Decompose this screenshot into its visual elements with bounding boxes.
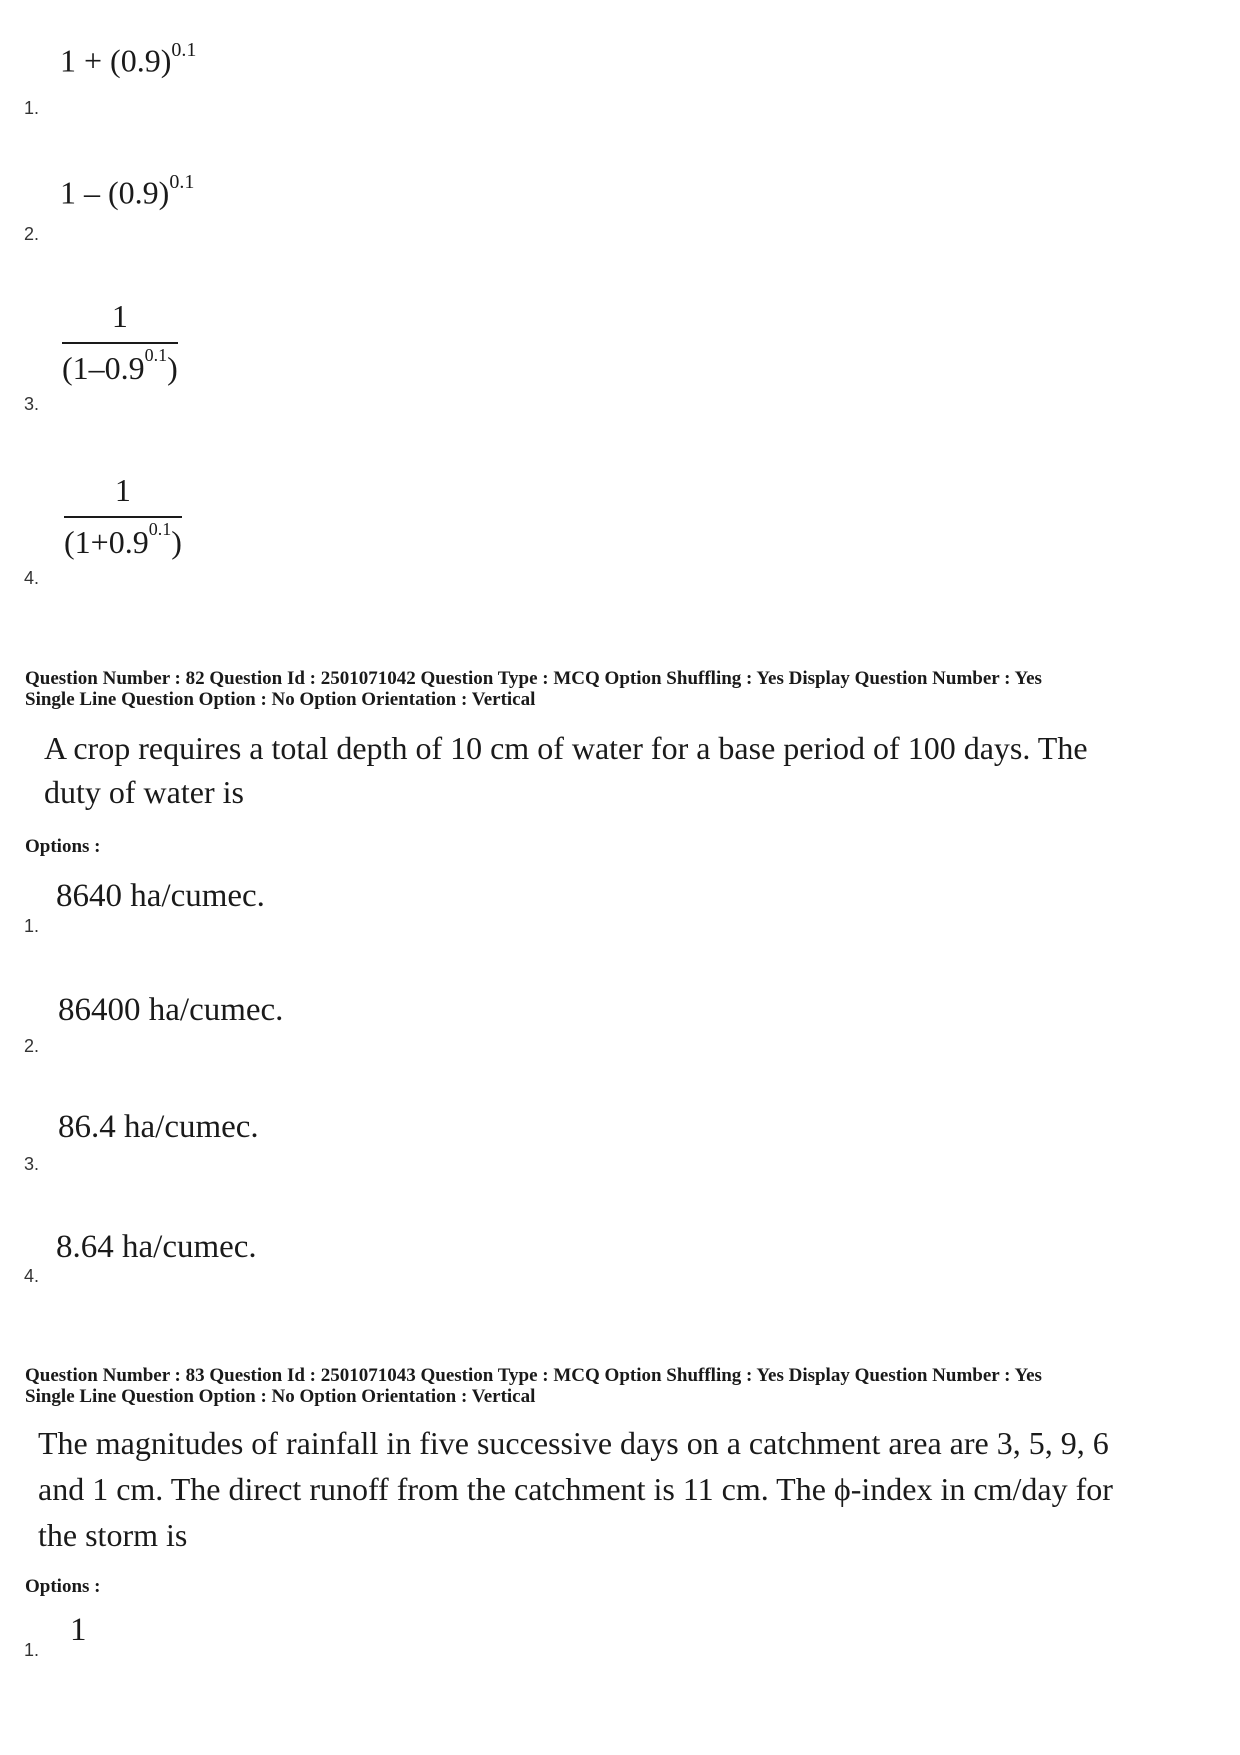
q83-options-label: Options : xyxy=(25,1576,101,1597)
prev-option-3-numerator: 1 xyxy=(62,300,178,344)
q82-options-label: Options : xyxy=(25,836,101,857)
q82-question-line-1: A crop requires a total depth of 10 cm of water for a base period of 100 days. The xyxy=(44,730,1088,766)
q82-option-1-text: 8640 ha/cumec. xyxy=(56,878,265,914)
prev-option-4-den-exp: 0.1 xyxy=(148,519,172,540)
q83-option-1-text: 1 xyxy=(70,1612,87,1648)
prev-option-1-number: 1. xyxy=(24,98,40,118)
q83-question-line-3: the storm is xyxy=(38,1517,188,1553)
prev-option-3-denominator xyxy=(62,344,178,384)
prev-option-3-den-exp: 0.1 xyxy=(144,345,168,366)
prev-option-1-expression xyxy=(60,39,197,79)
prev-option-4-den-post: ) xyxy=(171,524,182,560)
q82-question-text xyxy=(44,726,1088,814)
q82-option-3-number: 3. xyxy=(24,1154,40,1174)
q82-option-2-number: 2. xyxy=(24,1036,40,1056)
q82-question-line-2: duty of water is xyxy=(44,774,244,810)
prev-option-3-fraction xyxy=(62,300,178,384)
prev-option-2-number: 2. xyxy=(24,224,40,244)
q82-option-4-number: 4. xyxy=(24,1266,40,1286)
q82-option-3-text: 86.4 ha/cumec. xyxy=(58,1109,259,1145)
prev-option-4-den-pre: (1+0.9 xyxy=(64,524,149,560)
prev-option-4-denominator xyxy=(64,518,182,558)
prev-option-2-base: 1 – (0.9) xyxy=(60,174,170,211)
q83-meta-line-1: Question Number : 83 Question Id : 2501071043 Question Type : MCQ Option Shuffling : Yes Display Question Number : Yes xyxy=(25,1365,1042,1386)
prev-option-1-base: 1 + (0.9) xyxy=(60,42,172,79)
prev-option-4-numerator: 1 xyxy=(64,474,182,518)
prev-option-2-exponent: 0.1 xyxy=(169,171,195,193)
prev-option-4-number: 4. xyxy=(24,568,40,588)
q82-meta-line-1: Question Number : 82 Question Id : 2501071042 Question Type : MCQ Option Shuffling : Yes Display Question Number : Yes xyxy=(25,668,1042,689)
prev-option-4-fraction xyxy=(64,474,182,558)
q83-question-text xyxy=(38,1420,1113,1558)
prev-option-3-den-pre: (1–0.9 xyxy=(62,350,145,386)
q83-meta-line-2: Single Line Question Option : No Option Orientation : Vertical xyxy=(25,1386,536,1407)
q83-question-line-1: The magnitudes of rainfall in five successive days on a catchment area are 3, 5, 9, 6 xyxy=(38,1425,1109,1461)
q83-question-line-2: and 1 cm. The direct runoff from the catchment is 11 cm. The ϕ-index in cm/day for xyxy=(38,1471,1113,1507)
q82-meta-line-2: Single Line Question Option : No Option Orientation : Vertical xyxy=(25,689,536,710)
q83-option-1-number: 1. xyxy=(24,1640,40,1660)
q82-option-2-text: 86400 ha/cumec. xyxy=(58,992,284,1028)
prev-option-3-den-post: ) xyxy=(167,350,178,386)
q82-option-1-number: 1. xyxy=(24,916,40,936)
prev-option-2-expression xyxy=(60,171,195,211)
prev-option-1-exponent: 0.1 xyxy=(171,39,197,61)
q82-option-4-text: 8.64 ha/cumec. xyxy=(56,1229,257,1265)
prev-option-3-number: 3. xyxy=(24,394,40,414)
